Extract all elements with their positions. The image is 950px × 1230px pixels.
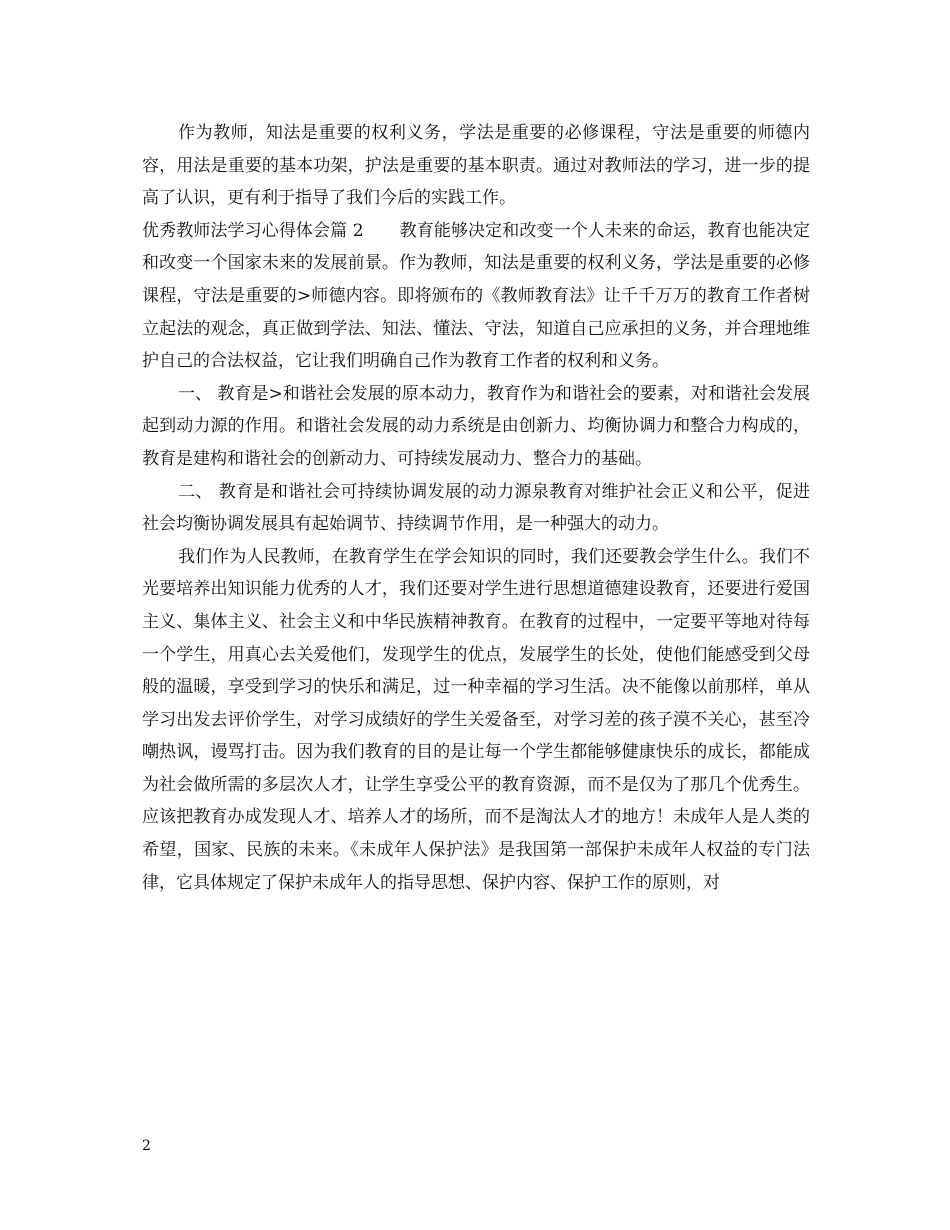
paragraph-point-2: 二、 教育是和谐社会可持续协调发展的动力源泉教育对维护社会正义和公平，促进社会均衡协调发展具有起始调节、持续调节作用，是一种强大的动力。 — [142, 481, 810, 535]
page-number: 2 — [142, 1138, 151, 1154]
paragraph-point-1: 一、 教育是>和谐社会发展的原本动力，教育作为和谐社会的要素，对和谐社会发展起到动力源的作用。和谐社会发展的动力系统是由创新力、均衡协调力和整合力构成的，教育是建构和谐社会的创新动力、可持续发展动力、整合力的基础。 — [142, 383, 810, 469]
paragraph-section-2 — [142, 215, 810, 378]
document-body — [142, 117, 810, 899]
paragraph-intro: 作为教师，知法是重要的权利义务，学法是重要的必修课程，守法是重要的师德内容，用法是重要的基本功架，护法是重要的基本职责。通过对教师法的学习，进一步的提高了认识，更有利于指导了我们今后的实践工作。 — [142, 123, 810, 209]
section-heading: 优秀教师法学习心得体会篇 2 — [142, 220, 364, 241]
paragraph-teachers: 我们作为人民教师，在教育学生在学会知识的同时，我们还要教会学生什么。我们不光要培养出知识能力优秀的人才，我们还要对学生进行思想道德建设教育，还要进行爱国主义、集体主义、社会主义和中华民族精神教育。在教育的过程中，一定要平等地对待每一个学生，用真心去关爱他们，发现学生的优点，发展学生的长处，使他们能感受到父母般的温暖，享受到学习的快乐和满足，过一种幸福的学习生活。决不能像以前那样，单从学习出发去评价学生，对学习成绩好的学生关爱备至，对学习差的孩子漠不关心，甚至冷嘲热讽，谩骂打击。因为我们教育的目的是让每一个学生都能够健康快乐的成长，都能成为社会做所需的多层次人才，让学生享受公平的教育资源，而不是仅为了那几个优秀生。应该把教育办成发现人才、培养人才的场所，而不是淘汰人才的地方！未成年人是人类的希望，国家、民族的未来。《未成年人保护法》是我国第一部保护未成年人权益的专门法律，它具体规定了保护未成年人的指导思想、保护内容、保护工作的原则，对 — [142, 546, 810, 893]
section-2-text: 教育能够决定和改变一个人未来的命运，教育也能决定和改变一个国家未来的发展前景。作为教师，知法是重要的权利义务，学法是重要的必修课程，守法是重要的>师德内容。即将颁布的《教师教育法》让千千万万的教育工作者树立起法的观念，真正做到学法、知法、懂法、守法，知道自己应承担的义务，并合理地维护自己的合法权益，它让我们明确自己作为教育工作者的权利和义务。 — [142, 220, 810, 372]
